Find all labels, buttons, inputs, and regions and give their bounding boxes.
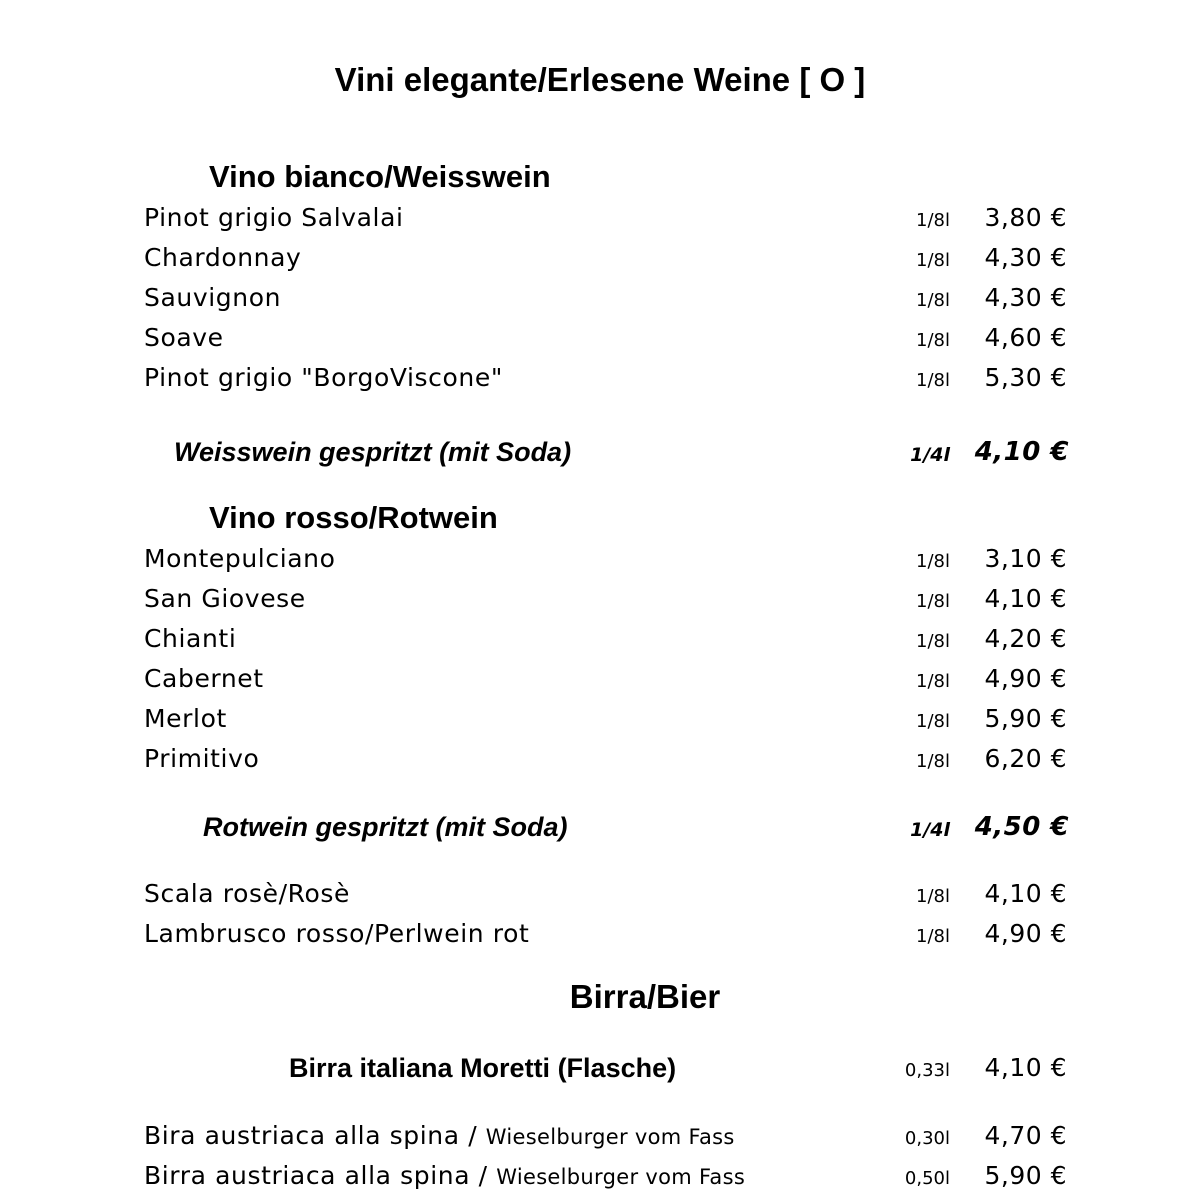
menu-item bbox=[0, 580, 1200, 618]
item-name: Weisswein gespritzt (mit Soda) bbox=[174, 437, 572, 467]
item-volume: 1/8l bbox=[916, 370, 950, 391]
menu-item-draft-beer bbox=[0, 1117, 1200, 1155]
item-name: Soave bbox=[144, 323, 224, 352]
item-volume: 1/8l bbox=[916, 250, 950, 271]
item-name: Pinot grigio "BorgoViscone" bbox=[144, 363, 503, 392]
item-volume: 1/8l bbox=[916, 210, 950, 231]
item-price: 4,20 € bbox=[984, 624, 1067, 653]
item-price: 4,90 € bbox=[984, 664, 1067, 693]
item-volume: 1/8l bbox=[916, 886, 950, 907]
item-name: Montepulciano bbox=[144, 544, 336, 573]
menu-item bbox=[0, 740, 1200, 778]
menu-item bbox=[0, 915, 1200, 953]
item-name-sub: Wieselburger vom Fass bbox=[496, 1165, 746, 1189]
item-volume: 0,50l bbox=[904, 1168, 950, 1189]
item-name: Pinot grigio Salvalai bbox=[144, 203, 404, 232]
page-title: Vini elegante/Erlesene Weine [ O ] bbox=[334, 61, 866, 98]
section-heading-red-wine: Vino rosso/Rotwein bbox=[209, 500, 498, 535]
item-price: 4,60 € bbox=[984, 323, 1067, 352]
item-volume: 1/8l bbox=[916, 671, 950, 692]
item-name: Merlot bbox=[144, 704, 227, 733]
menu-item-moretti bbox=[0, 1049, 1200, 1087]
item-name: Chardonnay bbox=[144, 243, 302, 272]
item-price: 5,90 € bbox=[984, 704, 1067, 733]
item-name-main: Bira austriaca alla spina / bbox=[144, 1121, 486, 1150]
item-name: Chianti bbox=[144, 624, 237, 653]
menu-item bbox=[0, 359, 1200, 397]
item-volume: 1/8l bbox=[916, 631, 950, 652]
item-name: Lambrusco rosso/Perlwein rot bbox=[144, 919, 530, 948]
item-name: Birra italiana Moretti (Flasche) bbox=[289, 1053, 677, 1083]
item-price: 5,30 € bbox=[984, 363, 1067, 392]
item-name-main: Birra austriaca alla spina / bbox=[144, 1161, 497, 1190]
item-price: 3,10 € bbox=[984, 544, 1067, 573]
item-price: 4,10 € bbox=[974, 437, 1069, 467]
menu-item-draft-beer bbox=[0, 1157, 1200, 1195]
item-name: Primitivo bbox=[144, 744, 260, 773]
item-name-sub: Wieselburger vom Fass bbox=[485, 1125, 735, 1149]
item-volume: 1/8l bbox=[916, 711, 950, 732]
item-volume: 0,33l bbox=[904, 1060, 950, 1081]
item-price: 6,20 € bbox=[984, 744, 1067, 773]
item-volume: 1/8l bbox=[916, 751, 950, 772]
menu-item bbox=[0, 540, 1200, 578]
item-name: Sauvignon bbox=[144, 283, 282, 312]
menu-item bbox=[0, 875, 1200, 913]
menu-item-spritz-red bbox=[0, 808, 1200, 846]
menu-item-spritz-white bbox=[0, 433, 1200, 471]
item-volume: 1/8l bbox=[916, 591, 950, 612]
item-name bbox=[144, 1117, 735, 1156]
item-price: 4,90 € bbox=[984, 919, 1067, 948]
item-volume: 1/8l bbox=[916, 290, 950, 311]
menu-item bbox=[0, 660, 1200, 698]
item-name: Rotwein gespritzt (mit Soda) bbox=[203, 812, 568, 842]
item-volume: 1/8l bbox=[916, 926, 950, 947]
menu-item bbox=[0, 279, 1200, 317]
item-price: 5,90 € bbox=[984, 1161, 1067, 1190]
item-price: 3,80 € bbox=[984, 203, 1067, 232]
menu-item bbox=[0, 700, 1200, 738]
item-volume: 0,30l bbox=[904, 1128, 950, 1149]
item-name bbox=[144, 1157, 745, 1196]
menu-item bbox=[0, 620, 1200, 658]
menu-item bbox=[0, 239, 1200, 277]
item-name: San Giovese bbox=[144, 584, 306, 613]
item-price: 4,50 € bbox=[974, 812, 1069, 842]
item-price: 4,10 € bbox=[984, 584, 1067, 613]
menu-item bbox=[0, 319, 1200, 357]
item-volume: 1/8l bbox=[916, 330, 950, 351]
item-volume: 1/4l bbox=[910, 819, 950, 841]
item-price: 4,30 € bbox=[984, 283, 1067, 312]
item-price: 4,10 € bbox=[984, 1053, 1067, 1082]
section-heading-white-wine: Vino bianco/Weisswein bbox=[209, 159, 551, 194]
item-volume: 1/4l bbox=[910, 444, 950, 466]
item-name: Cabernet bbox=[144, 664, 264, 693]
item-name: Scala rosè/Rosè bbox=[144, 879, 350, 908]
item-price: 4,10 € bbox=[984, 879, 1067, 908]
item-price: 4,70 € bbox=[984, 1121, 1067, 1150]
menu-item bbox=[0, 199, 1200, 237]
section-heading-beer: Birra/Bier bbox=[569, 978, 721, 1015]
item-price: 4,30 € bbox=[984, 243, 1067, 272]
item-volume: 1/8l bbox=[916, 551, 950, 572]
